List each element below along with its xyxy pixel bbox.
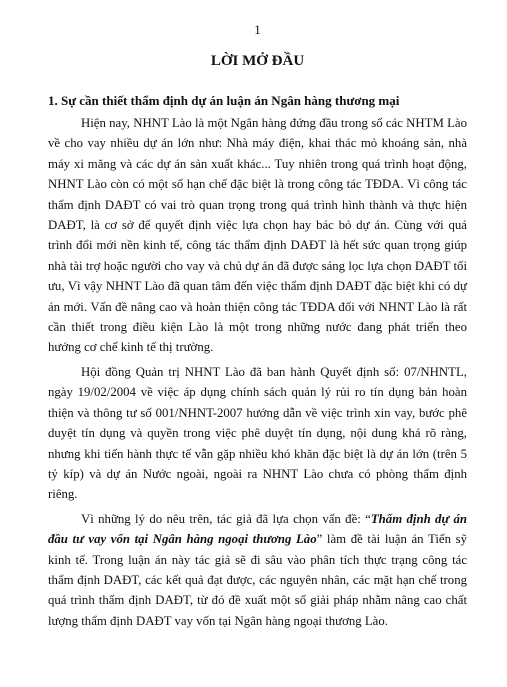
paragraph-3: [48, 509, 467, 631]
page-number: 1: [254, 22, 261, 37]
paragraph-3-intro: Vì những lý do nêu trên, tác giả đã lựa chọn vấn đề: “: [81, 511, 371, 526]
page-title: LỜI MỞ ĐẦU: [210, 53, 305, 69]
thesis-title: Thẩm định dự án đầu tư vay vốn tại Ngân hàng ngoại thương Lào: [48, 511, 468, 547]
paragraph-3-body: ” làm đề tài luận án Tiến sỹ kinh tế. Trong luận án này tác giả sẽ đi sâu vào phân tích thực trạng công tác thẩm định DAĐT, các kết quả đạt được, các nguyên nhân, các mặt hạn chế trong quá trình thẩm định DAĐT, từ đó đề xuất một số giải pháp nhằm nâng cao chất lượng thẩm định DAĐT vay vốn tại Ngân hàng ngoại thương Lào.: [48, 532, 467, 628]
paragraph-2: Hội đồng Quản trị NHNT Lào đã ban hành Quyết định số: 07/NHNTL, ngày 19/02/2004 về việc áp dụng chính sách quản lý rủi ro tín dụng bản hoàn thiện và thông tư số 001/NHNT-2007 hướng dẫn về việc trình xin vay, bước phê duyệt tín dụng và quyền trong việc phê duyệt tín dụng, nội dung khá rõ ràng, nhưng khi tiến hành thực tế vẫn gặp nhiều khó khăn đặc biệt là dự án lớn (trên 5 tỷ kíp) và dự án Nước ngoài, ngoài ra NHNT Lào chưa có phòng thẩm định riêng.: [48, 364, 467, 502]
section-heading: 1. Sự cần thiết thẩm định dự án luận án Ngân hàng thương mại: [48, 93, 400, 108]
paragraph-1: Hiện nay, NHNT Lào là một Ngân hàng đứng đầu trong số các NHTM Lào về cho vay nhiều dự án lớn như: Nhà máy điện, khai thác mỏ khoáng sản, nhà máy xi măng và các dự án sản xuất khác... Tuy nhiên trong quá trình hoạt động, NHNT Lào còn có một số hạn chế đặc biệt là trong công tác TĐDA. Vì công tác thẩm định DAĐT có vai trò quan trọng trong quá trình hình thành và thực hiện DAĐT, là cơ sở để quyết định việc lựa chọn hay bác bỏ dự án. Cùng với quá trình đổi mới nền kinh tế, công tác thẩm định DAĐT là hết sức quan trọng giúp nhà tài trợ hoặc người cho vay và chủ dự án đã được sáng lọc lựa chọn DAĐT tối ưu, Vì vậy NHNT Lào đã quan tâm đến việc thẩm định DAĐT đặc biệt khi có dự án mới. Vấn đề nâng cao và hoàn thiện công tác TĐDA đối với NHNT Lào là rất cần thiết trong điều kiện Lào là một trong những nước đang phát triển theo hướng cơ chế kinh tế thị trường.: [48, 116, 467, 355]
